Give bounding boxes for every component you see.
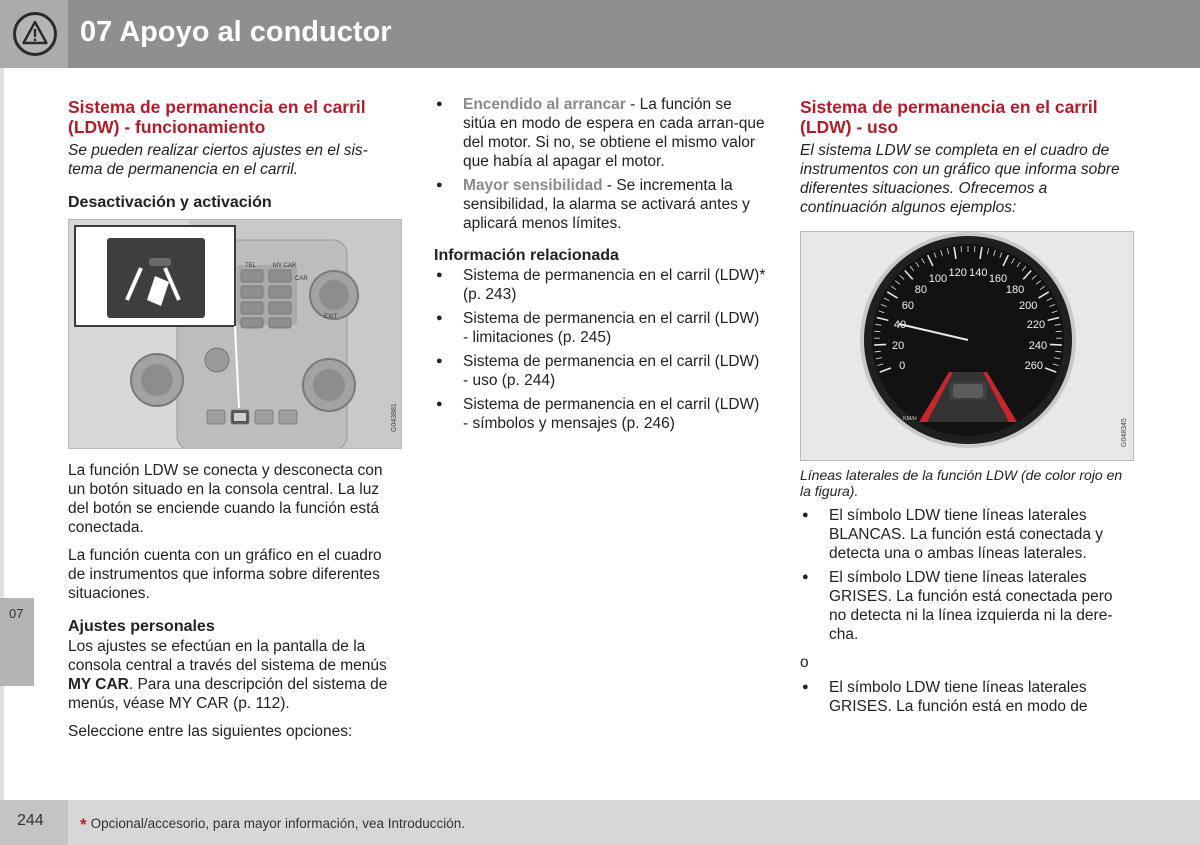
- paragraph-button: La función LDW se conecta y desconecta con un botón situado en la consola central. La luz del botón se enciende cuando la función está conectada.: [68, 462, 383, 536]
- gauge-tick-label: 0: [899, 359, 906, 372]
- section-title-uso: Sistema de permanencia en el carril (LDW) - uso: [800, 97, 1098, 137]
- label-tel: TEL: [245, 263, 257, 269]
- gauge-tick-label: 60: [901, 300, 914, 313]
- gauge-minor-tick: [874, 331, 880, 332]
- settings-text-2: . Para una descripción del sistema de menús, véase MY CAR (p. 112).: [68, 676, 388, 712]
- side-strip: [0, 68, 4, 845]
- column-3: [800, 95, 1134, 716]
- settings-mycar: MY CAR: [68, 676, 129, 693]
- gauge-tick-label: 220: [1026, 319, 1046, 332]
- gauge-tick-label: 80: [914, 284, 927, 297]
- related-link[interactable]: ● Sistema de permanencia en el carril (LDW) - símbolos y mensajes (p. 246): [434, 395, 768, 433]
- gauge-tick-label: 140: [969, 266, 988, 279]
- section-intro-uso: El sistema LDW se completa en el cuadro de instrumentos con un gráfico que informa sobre diferentes situaciones. Ofrecemos a continuación algunos ejemplos:: [800, 142, 1120, 216]
- speedometer-figure: [800, 231, 1134, 461]
- paragraph-select: Seleccione entre las siguientes opciones:: [68, 723, 353, 740]
- option-text: - Se incrementa la sensibilidad, la alarma se activará antes y aplicará menos límites.: [463, 177, 750, 232]
- list-item: ● El símbolo LDW tiene líneas laterales BLANCAS. La función está conectada y detecta una o ambas líneas laterales.: [800, 506, 1134, 563]
- subheading-desactivacion: Desactivación y activación: [68, 194, 272, 211]
- figure-code: G048345: [1121, 418, 1128, 447]
- label-mycar: MY CAR: [273, 263, 297, 269]
- gauge-tick-label: 20: [891, 339, 905, 352]
- option-term: Encendido al arrancar: [463, 96, 626, 113]
- gauge-tick-label: 120: [948, 266, 967, 279]
- page-number: 244: [17, 812, 44, 829]
- console-illustration: [69, 220, 402, 449]
- paragraph-settings: [68, 637, 402, 713]
- chapter-tab-label: 07: [9, 606, 24, 621]
- related-link[interactable]: ● Sistema de permanencia en el carril (LDW) - uso (p. 244): [434, 352, 768, 390]
- list-item: ● El símbolo LDW tiene líneas laterales GRISES. La función está conectada pero no detecta ni la línea izquierda ni la dere-cha.: [800, 568, 1134, 644]
- related-link[interactable]: ● Sistema de permanencia en el carril (LDW)* (p. 243): [434, 266, 768, 304]
- paragraph-graphic: La función cuenta con un gráfico en el cuadro de instrumentos que informa sobre diferentes situaciones.: [68, 547, 382, 602]
- figure-caption: Líneas laterales de la función LDW (de color rojo en la figura).: [800, 467, 1123, 499]
- list-item: ● El símbolo LDW tiene líneas laterales GRISES. La función está en modo de: [800, 678, 1134, 716]
- column-1: [68, 95, 402, 741]
- column-2: [434, 95, 768, 433]
- subheading-ajustes: Ajustes personales: [68, 618, 215, 635]
- footnote: [80, 815, 465, 835]
- related-link[interactable]: ● Sistema de permanencia en el carril (LDW) - limitaciones (p. 245): [434, 309, 768, 347]
- footnote-star: *: [80, 815, 87, 834]
- chapter-title: 07 Apoyo al conductor: [80, 16, 392, 48]
- label-car: CAR: [295, 276, 308, 282]
- chapter-tab: [0, 598, 34, 686]
- symbol-list-2: [800, 678, 1134, 716]
- gauge-minor-tick: [1056, 331, 1062, 332]
- speed-unit: KM/H: [903, 416, 917, 422]
- section-intro: Se pueden realizar ciertos ajustes en el sis-tema de permanencia en el carril.: [68, 142, 368, 178]
- warning-triangle-icon: [13, 12, 57, 56]
- gauge-tick-label: 180: [1005, 284, 1025, 297]
- gauge-tick-label: 240: [1028, 339, 1048, 352]
- gauge-tick-label: 100: [928, 272, 948, 285]
- symbol-list: [800, 506, 1134, 644]
- subheading-related: Información relacionada: [434, 247, 619, 264]
- section-title-funcionamiento: Sistema de permanencia en el carril (LDW) - funcionamiento: [68, 97, 366, 137]
- list-item: [434, 176, 768, 233]
- list-item: [434, 95, 768, 171]
- settings-text-1: Los ajustes se efectúan en la pantalla de la consola central a través del sistema de menús: [68, 638, 387, 674]
- option-term: Mayor sensibilidad: [463, 177, 603, 194]
- gauge-tick-label: 260: [1024, 359, 1043, 372]
- label-exit: EXIT: [324, 314, 338, 320]
- figure-code: G043881: [391, 403, 398, 432]
- gauge-tick-label: 160: [988, 272, 1008, 285]
- footnote-text: Opcional/accesorio, para mayor información, vea Introducción.: [90, 816, 466, 831]
- option-text: - La función se sitúa en modo de espera en cada arran-que del motor. Si no, se obtiene el mismo valor que había al apagar el motor.: [463, 96, 765, 170]
- options-list: [434, 95, 768, 233]
- gauge-tick-label: 40: [893, 319, 907, 332]
- header-corner: [0, 0, 68, 68]
- console-button-figure: [68, 219, 402, 449]
- related-list: [434, 266, 768, 433]
- gauge-tick-label: 200: [1018, 300, 1038, 313]
- or-separator: o: [800, 654, 809, 671]
